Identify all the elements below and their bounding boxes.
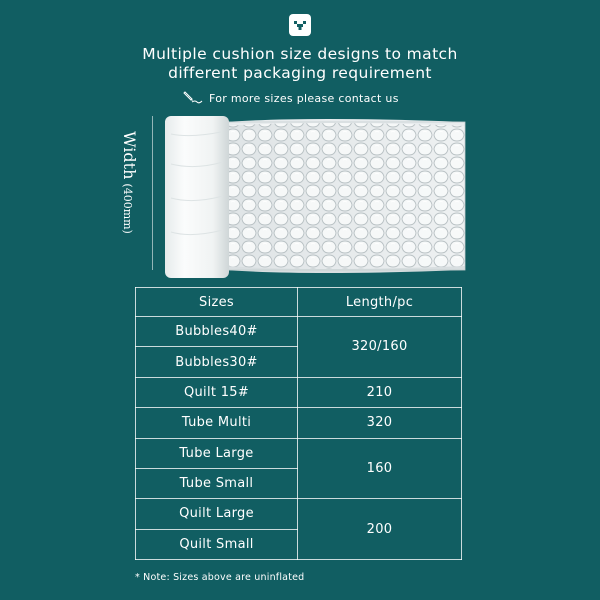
length-cell: 320/160 [298, 317, 462, 378]
size-cell: Tube Large [136, 438, 298, 468]
footnote: * Note: Sizes above are uninflated [135, 572, 305, 583]
contact-note [183, 90, 399, 106]
header-length: Length/pc [298, 288, 462, 317]
length-cell: 200 [298, 499, 462, 560]
headline-line-1: Multiple cushion size designs to match [142, 45, 458, 63]
width-dimension-line [152, 116, 153, 270]
size-cell: Bubbles40# [136, 317, 298, 347]
pen-icon [183, 91, 203, 105]
contact-text: For more sizes please contact us [209, 91, 399, 105]
length-cell: 160 [298, 438, 462, 499]
table-row [136, 377, 462, 407]
size-cell: Quilt Small [136, 529, 298, 559]
headline-line-2: different packaging requirement [168, 64, 432, 82]
width-label-text: Width [119, 130, 139, 179]
table-row [136, 438, 462, 468]
sizes-table [135, 287, 462, 560]
table-row [136, 408, 462, 438]
size-cell: Tube Small [136, 468, 298, 498]
air-cushion-roll-illustration [161, 114, 467, 280]
brand-logo [289, 14, 311, 36]
length-cell: 320 [298, 408, 462, 438]
width-label [112, 117, 146, 247]
header-sizes: Sizes [136, 288, 298, 317]
table-row [136, 317, 462, 347]
check-mosaic-logo-icon [289, 14, 311, 36]
size-cell: Tube Multi [136, 408, 298, 438]
length-cell: 210 [298, 377, 462, 407]
size-cell: Bubbles30# [136, 347, 298, 377]
size-cell: Quilt 15# [136, 377, 298, 407]
table-header-row [136, 288, 462, 317]
product-image [161, 114, 467, 280]
size-cell: Quilt Large [136, 499, 298, 529]
table-row [136, 499, 462, 529]
width-unit-text: (400mm) [120, 182, 134, 234]
